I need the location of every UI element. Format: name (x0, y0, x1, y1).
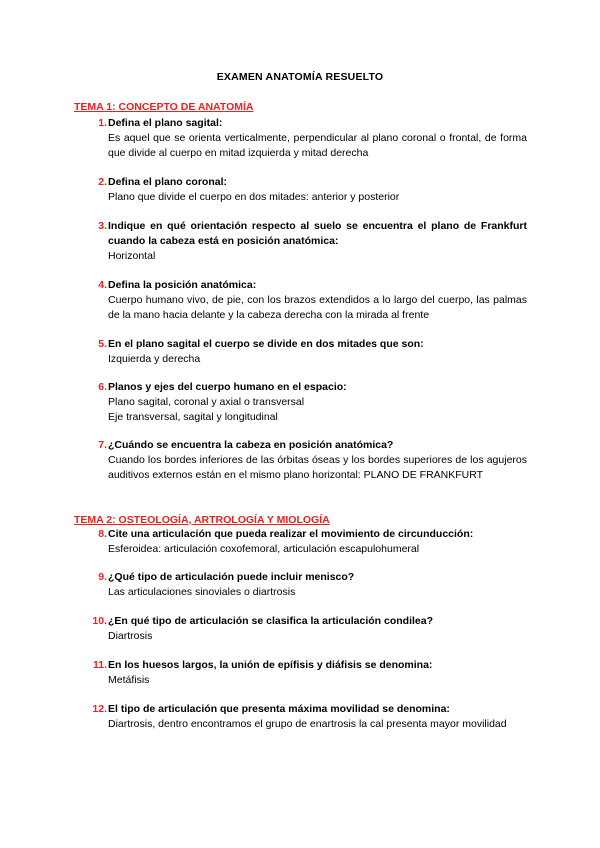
question-3 (87, 219, 527, 264)
document-title: EXAMEN ANATOMÍA RESUELTO (216, 71, 384, 83)
question-7 (87, 438, 527, 483)
question-text: Cite una articulación que pueda realizar el movimiento de circunducción: (108, 528, 474, 540)
question-number: 12. (92, 703, 107, 715)
question-5 (87, 337, 527, 367)
question-number: 3. (98, 220, 107, 232)
question-text: Defina la posición anatómica: (108, 279, 257, 291)
section-heading-tema-1: TEMA 1: CONCEPTO DE ANATOMÍA (74, 101, 254, 113)
answer-line: Plano sagital, coronal y axial o transversal (108, 396, 305, 408)
answer-line: Cuerpo humano vivo, de pie, con los brazos extendidos a lo largo del cuerpo, las palmas de la mano hacia delante y la cabeza derecha con la mirada al frente (108, 294, 527, 321)
question-text: En los huesos largos, la unión de epífisis y diáfisis se denomina: (108, 659, 433, 671)
question-text: Planos y ejes del cuerpo humano en el espacio: (108, 381, 347, 393)
answer-line: Diartrosis, dentro encontramos el grupo de enartrosis la cal presenta mayor movilidad (108, 718, 507, 730)
answer-line: Diartrosis (108, 630, 153, 642)
question-12 (87, 702, 527, 732)
answer-line: Plano que divide el cuerpo en dos mitades: anterior y posterior (108, 191, 400, 203)
answer-line: Cuando los bordes inferiores de las órbitas óseas y los bordes superiores de los agujeros auditivos externos están en el mismo plano horizontal: PLANO DE FRANKFURT (108, 454, 527, 481)
question-number: 10. (92, 615, 107, 627)
answer-line: Las articulaciones sinoviales o diartrosis (108, 586, 296, 598)
question-number: 1. (98, 117, 107, 129)
question-number: 2. (98, 176, 107, 188)
question-8 (87, 527, 527, 557)
answer-line: Izquierda y derecha (108, 353, 201, 365)
question-number: 8. (98, 528, 107, 540)
question-number: 5. (98, 338, 107, 350)
question-text: Indique en qué orientación respecto al suelo se encuentra el plano de Frankfurt cuando la cabeza está en posición anatómica: (108, 220, 527, 247)
answer-line: Horizontal (108, 250, 156, 262)
question-text: Defina el plano coronal: (108, 176, 228, 188)
question-4 (87, 278, 527, 323)
question-number: 7. (98, 439, 107, 451)
question-number: 9. (98, 571, 107, 583)
answer-line: Eje transversal, sagital y longitudinal (108, 411, 278, 423)
question-text: ¿Qué tipo de articulación puede incluir menisco? (108, 571, 355, 583)
question-text: En el plano sagital el cuerpo se divide en dos mitades que son: (108, 338, 424, 350)
question-number: 6. (98, 381, 107, 393)
question-number: 11. (92, 659, 107, 671)
question-2 (87, 175, 527, 205)
answer-line: Metáfisis (108, 674, 150, 686)
question-6 (87, 380, 527, 425)
question-11 (87, 658, 527, 688)
question-9 (87, 570, 527, 600)
section-heading-tema-2: TEMA 2: OSTEOLOGÍA, ARTROLOGÍA Y MIOLOGÍA (74, 514, 330, 526)
question-1 (87, 116, 527, 161)
question-text: ¿En qué tipo de articulación se clasifica la articulación condilea? (108, 615, 434, 627)
answer-line: Esferoidea: articulación coxofemoral, articulación escapulohumeral (108, 543, 420, 555)
question-text: El tipo de articulación que presenta máxima movilidad se denomina: (108, 703, 450, 715)
answer-line: Es aquel que se orienta verticalmente, perpendicular al plano coronal o frontal, de forma que divide al cuerpo en mitad izquierda y mitad derecha (108, 132, 527, 159)
question-text: Defina el plano sagital: (108, 117, 223, 129)
question-text: ¿Cuándo se encuentra la cabeza en posición anatómica? (108, 439, 394, 451)
question-number: 4. (98, 279, 107, 291)
question-10 (87, 614, 527, 644)
